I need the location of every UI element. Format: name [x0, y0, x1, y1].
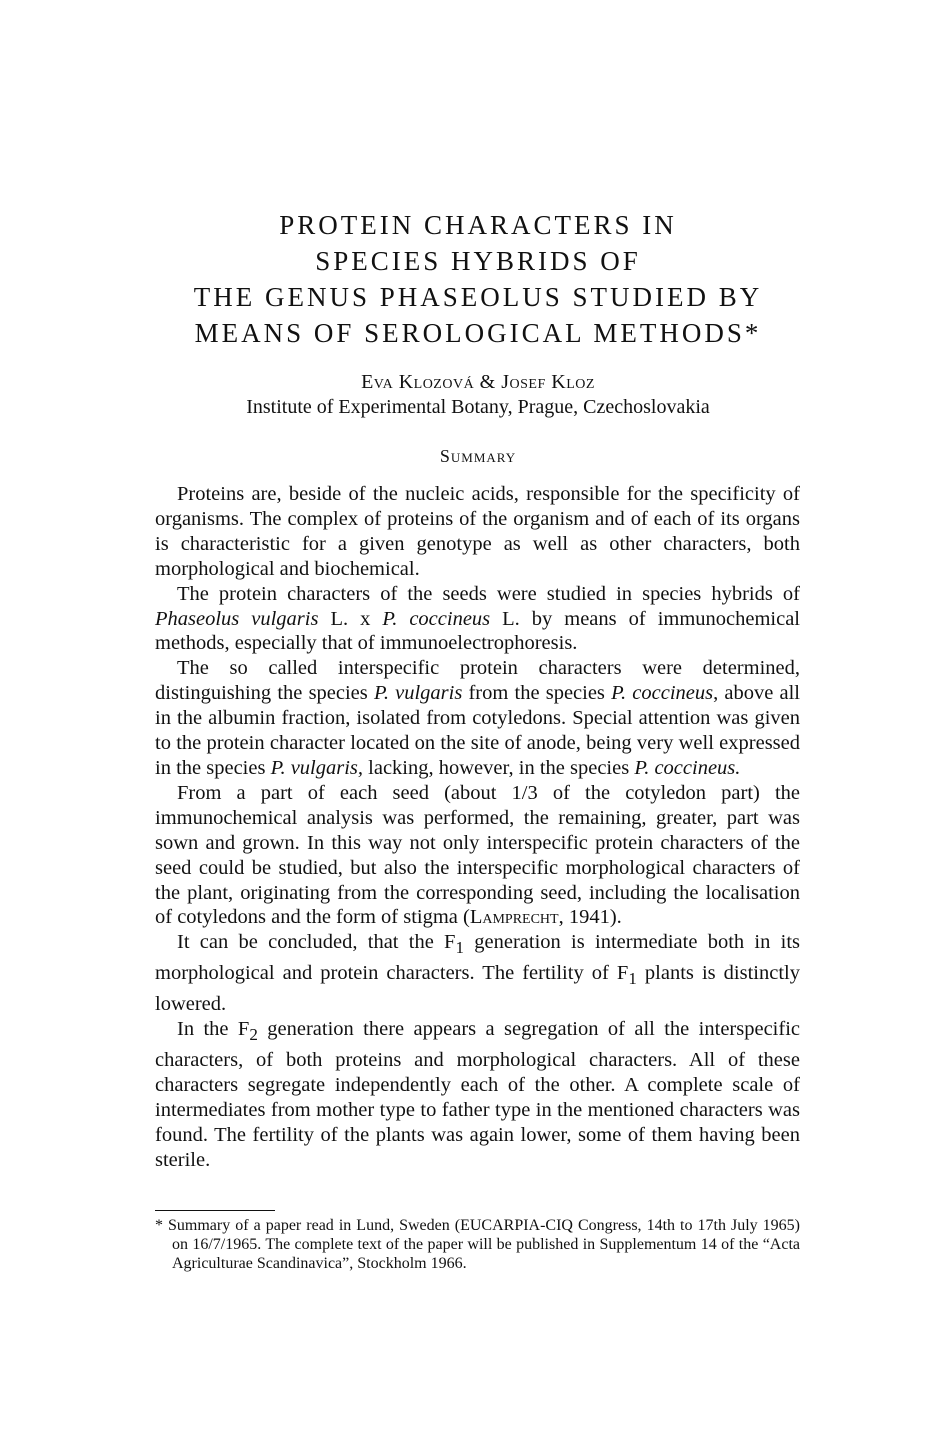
summary-paragraph-2: The protein characters of the seeds were studied in species hybrids of Phaseolus vulgaris L. x P. coccineus L. by means of immunochemical methods, especially that of immunoelectrophoresis. [155, 582, 801, 655]
footnote-rule [155, 1210, 275, 1211]
paper-title [120, 207, 836, 351]
summary-heading: Summary [439, 446, 517, 466]
summary-paragraph-1: Proteins are, beside of the nucleic acids, responsible for the specificity of organisms. The complex of proteins of the organism and of each of its organs is characteristic for a given genotype as well as other characters, both morphological and biochemical. [155, 483, 800, 580]
summary-paragraph-3: The so called interspecific protein characters were determined, distinguishing the species P. vulgaris from the species P. coccineus, above all in the albumin fraction, isolated from cotyledons. Special attention was given to the protein character located on the site of anode, being very well expressed in the species P. vulgaris, lacking, however, in the species P. coccineus. [155, 657, 800, 779]
author-block [120, 370, 836, 420]
summary-paragraph-4: From a part of each seed (about 1/3 of the cotyledon part) the immunochemical analysis was performed, the remaining, greater, part was sown and grown. In this way not only interspecific protein characters of the seed could be studied, but also the interspecific morphological characters of the plant, originating from the corresponding seed, including the localisation of cotyledons and the form of stigma (Lamprecht, 1941). [155, 781, 800, 929]
footnote: * Summary of a paper read in Lund, Sweden (EUCARPIA-CIQ Congress, 14th to 17th July 1965) on 16/7/1965. The complete text of the paper will be published in Supplementum 14 of the “Acta Agriculturae Scandinavica”, Stockholm 1966. [155, 1217, 800, 1272]
summary-paragraph-5: It can be concluded, that the $F_1$ generation is intermediate both in its morphological and protein characters. The fertility of $F_1$ plants is distinctly lowered. [155, 931, 800, 1016]
summary-body [155, 482, 800, 1173]
title-line-2: SPECIES HYBRIDS OF [315, 246, 641, 276]
title-line-3: THE GENUS PHASEOLUS STUDIED BY [193, 282, 763, 312]
citation-author: Lamprecht [469, 906, 559, 929]
author-affiliation: Institute of Experimental Botany, Prague, Czechoslovakia [246, 396, 710, 418]
title-line-4: MEANS OF SEROLOGICAL METHODS* [194, 318, 762, 348]
summary-paragraph-6: In the $F_2$ generation there appears a segregation of all the interspecific characters, of both proteins and morphological characters. All of these characters segregate independently each of the other. A complete scale of intermediates from mother type to father type in the mentioned characters was found. The fertility of the plants was again lower, some of them having been sterile. [155, 1018, 800, 1171]
author-names: Eva Klozová & Josef Kloz [361, 371, 595, 393]
title-line-1: PROTEIN CHARACTERS IN [279, 210, 677, 240]
